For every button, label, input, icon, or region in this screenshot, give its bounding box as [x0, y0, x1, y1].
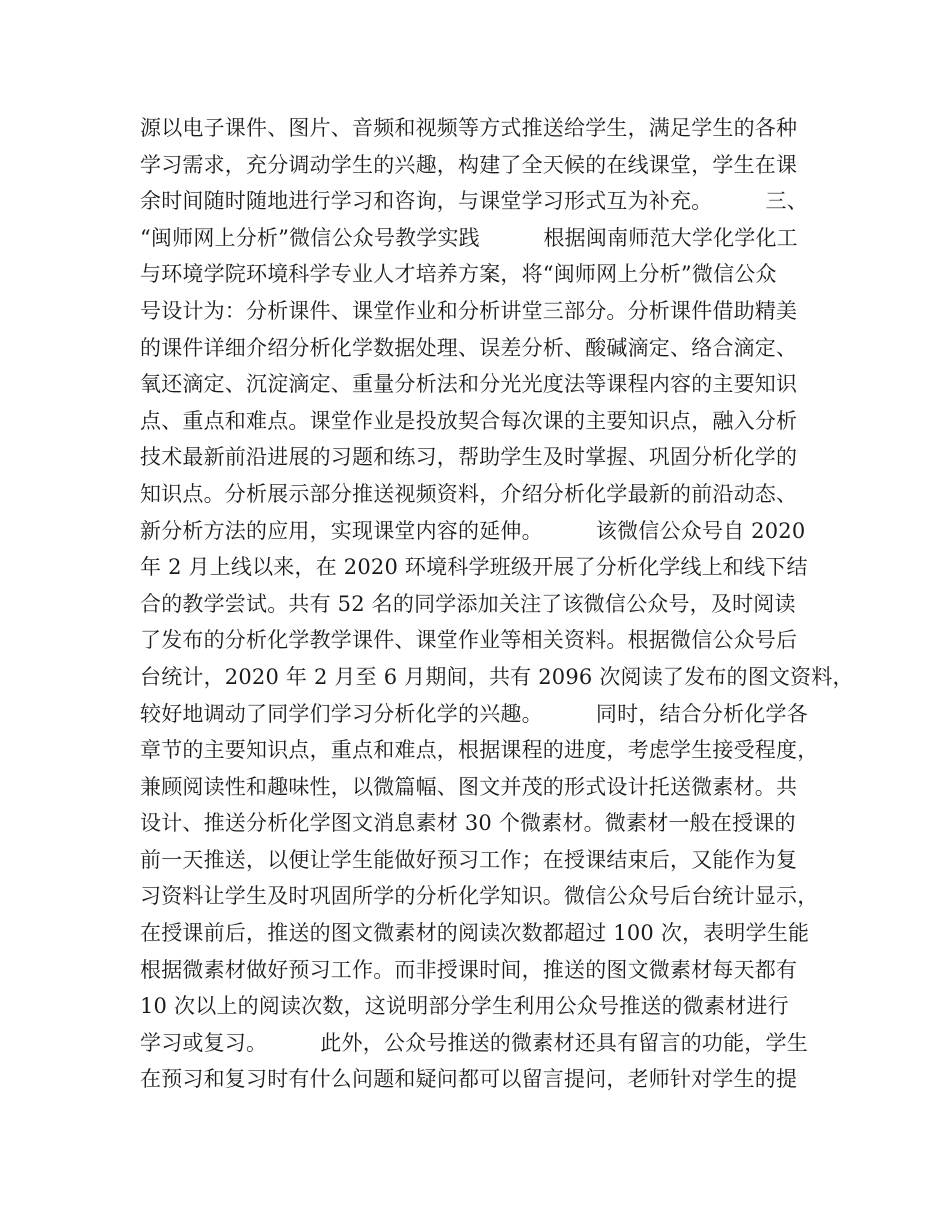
text-line: 年 2 月上线以来，在 2020 环境科学班级开展了分析化学线上和线下结 — [140, 555, 808, 580]
text-line: 余时间随时随地进行学习和咨询，与课堂学习形式互为补充。 三、 — [140, 189, 808, 214]
text-line: 号设计为：分析课件、课堂作业和分析讲堂三部分。分析课件借助精美 — [140, 298, 798, 323]
text-line: 氧还滴定、沉淀滴定、重量分析法和分光光度法等课程内容的主要知识 — [140, 372, 798, 397]
text-line: 章节的主要知识点，重点和难点，根据课程的进度，考虑学生接受程度， — [140, 738, 819, 763]
text-line: 习资料让学生及时巩固所学的分析化学知识。微信公众号后台统计显示， — [140, 884, 819, 909]
text-line: 知识点。分析展示部分推送视频资料，介绍分析化学最新的前沿动态、 — [140, 481, 798, 506]
text-line: 10 次以上的阅读次数，这说明部分学生利用公众号推送的微素材进行 — [140, 994, 789, 1019]
body-text — [140, 110, 854, 1098]
text-line: 与环境学院环境科学专业人才培养方案，将“闽师网上分析”微信公众 — [140, 262, 777, 287]
text-line: 源以电子课件、图片、音频和视频等方式推送给学生，满足学生的各种 — [140, 116, 798, 140]
text-line: 设计、推送分析化学图文消息素材 30 个微素材。微素材一般在授课的 — [140, 811, 796, 836]
text-line: 兼顾阅读性和趣味性，以微篇幅、图文并茂的形式设计托送微素材。共 — [140, 774, 798, 799]
text-line: 在预习和复习时有什么问题和疑问都可以留言提问，老师针对学生的提 — [140, 1067, 798, 1092]
text-line: 在授课前后，推送的图文微素材的阅读次数都超过 100 次，表明学生能 — [140, 921, 810, 946]
text-line: 的课件详细介绍分析化学数据处理、误差分析、酸碱滴定、络合滴定、 — [140, 335, 798, 360]
text-line: 前一天推送，以便让学生能做好预习工作；在授课结束后，又能作为复 — [140, 847, 798, 872]
text-line: 点、重点和难点。课堂作业是投放契合每次课的主要知识点，融入分析 — [140, 408, 798, 433]
text-line: “闽师网上分析”微信公众号教学实践 根据闽南师范大学化学化工 — [140, 225, 798, 250]
text-line: 技术最新前沿进展的习题和练习，帮助学生及时掌握、巩固分析化学的 — [140, 445, 798, 470]
text-line: 学习或复习。 此外，公众号推送的微素材还具有留言的功能，学生 — [140, 1030, 808, 1055]
text-line: 学习需求，充分调动学生的兴趣，构建了全天候的在线课堂，学生在课 — [140, 152, 798, 177]
text-line: 了发布的分析化学教学课件、课堂作业等相关资料。根据微信公众号后 — [140, 628, 798, 653]
text-line: 合的教学尝试。共有 52 名的同学添加关注了该微信公众号，及时阅读 — [140, 591, 796, 616]
text-line: 较好地调动了同学们学习分析化学的兴趣。 同时，结合分析化学各 — [140, 701, 808, 726]
text-line: 台统计，2020 年 2 月至 6 月期间，共有 2096 次阅读了发布的图文资料， — [140, 664, 854, 689]
text-line: 根据微素材做好预习工作。而非授课时间，推送的图文微素材每天都有 — [140, 957, 798, 982]
text-line: 新分析方法的应用，实现课堂内容的延伸。 该微信公众号自 2020 — [140, 518, 806, 543]
